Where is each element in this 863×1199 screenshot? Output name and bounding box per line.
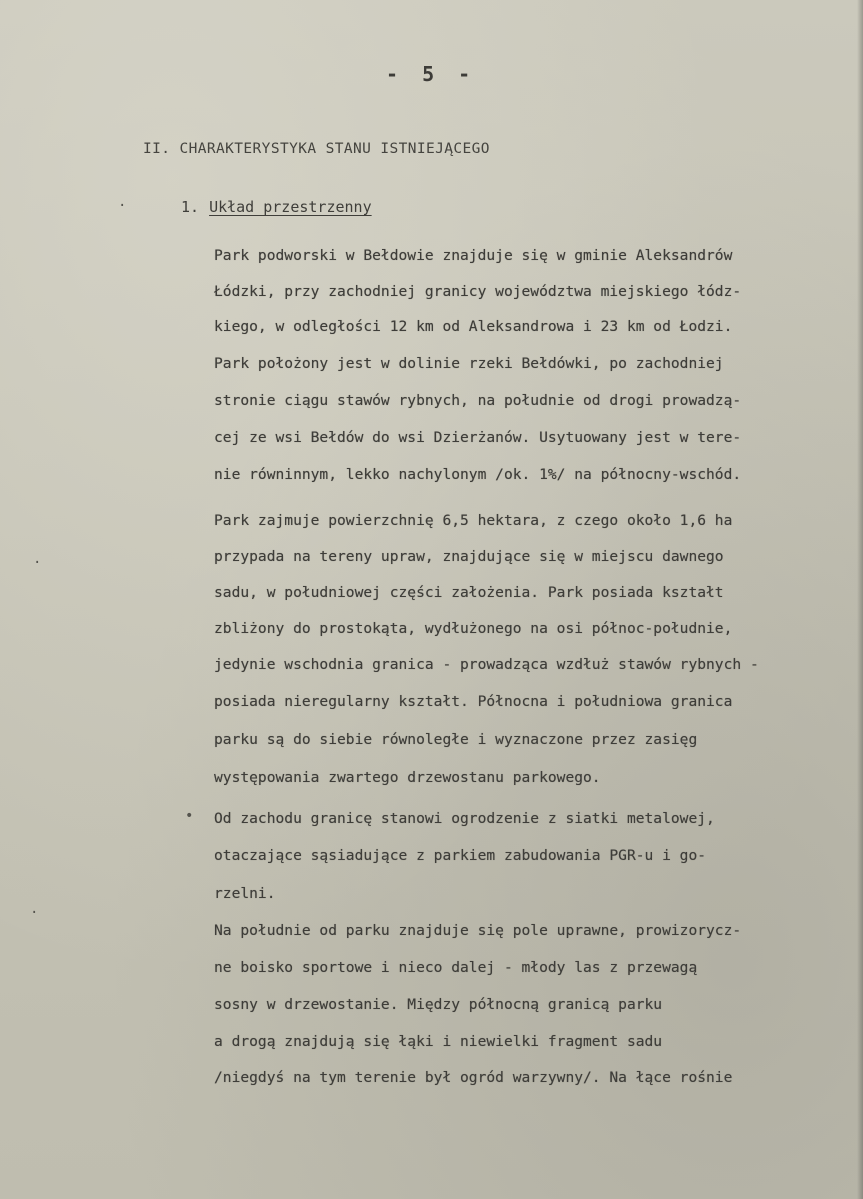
body-line: przypada na tereny upraw, znajdujące się w miejscu dawnego (214, 548, 724, 565)
body-line: Park podworski w Bełdowie znajduje się w gminie Aleksandrów (214, 247, 733, 264)
margin-dot: • (185, 808, 194, 824)
margin-dot: · (30, 905, 39, 921)
margin-dot: · (118, 198, 127, 214)
margin-dot: · (33, 555, 42, 571)
subsection-title: Układ przestrzenny (209, 198, 372, 216)
body-line: Park położony jest w dolinie rzeki Bełdówki, po zachodniej (214, 355, 724, 372)
body-line: nie równinnym, lekko nachylonym /ok. 1%/ na północny-wschód. (214, 466, 742, 483)
body-line: cej ze wsi Bełdów do wsi Dzierżanów. Usytuowany jest w tere- (214, 429, 742, 446)
page-edge-shadow (857, 0, 863, 1199)
subsection-number: 1. (181, 198, 200, 216)
body-line: parku są do siebie równoległe i wyznaczone przez zasięg (214, 731, 698, 748)
body-line: sadu, w południowej części założenia. Park posiada kształt (214, 584, 724, 601)
section-heading: II. CHARAKTERYSTYKA STANU ISTNIEJĄCEGO (143, 141, 490, 157)
body-line: kiego, w odległości 12 km od Aleksandrowa i 23 km od Łodzi. (214, 318, 733, 335)
body-line: Łódzki, przy zachodniej granicy województwa miejskiego łódz- (214, 283, 742, 300)
body-line: Na południe od parku znajduje się pole uprawne, prowizorycz- (214, 922, 742, 939)
body-line: ne boisko sportowe i nieco dalej - młody las z przewagą (214, 959, 698, 976)
body-line: rzelni. (214, 885, 276, 902)
body-line: sosny w drzewostanie. Między północną granicą parku (214, 996, 663, 1013)
body-line: zbliżony do prostokąta, wydłużonego na osi północ-południe, (214, 620, 733, 637)
body-line: występowania zwartego drzewostanu parkowego. (214, 769, 601, 786)
body-line: /niegdyś na tym terenie był ogród warzywny/. Na łące rośnie (214, 1069, 733, 1086)
body-line: Park zajmuje powierzchnię 6,5 hektara, z czego około 1,6 ha (214, 512, 733, 529)
body-line: Od zachodu granicę stanowi ogrodzenie z siatki metalowej, (214, 810, 715, 827)
body-line: posiada nieregularny kształt. Północna i południowa granica (214, 693, 733, 710)
subsection-heading (181, 198, 372, 216)
body-line: otaczające sąsiadujące z parkiem zabudowania PGR-u i go- (214, 847, 707, 864)
body-line: jedynie wschodnia granica - prowadząca wzdłuż stawów rybnych - (214, 656, 759, 673)
body-line: a drogą znajdują się łąki i niewielki fragment sadu (214, 1033, 663, 1050)
body-line: stronie ciągu stawów rybnych, na południe od drogi prowadzą- (214, 392, 742, 409)
page-number: - 5 - (386, 62, 477, 86)
